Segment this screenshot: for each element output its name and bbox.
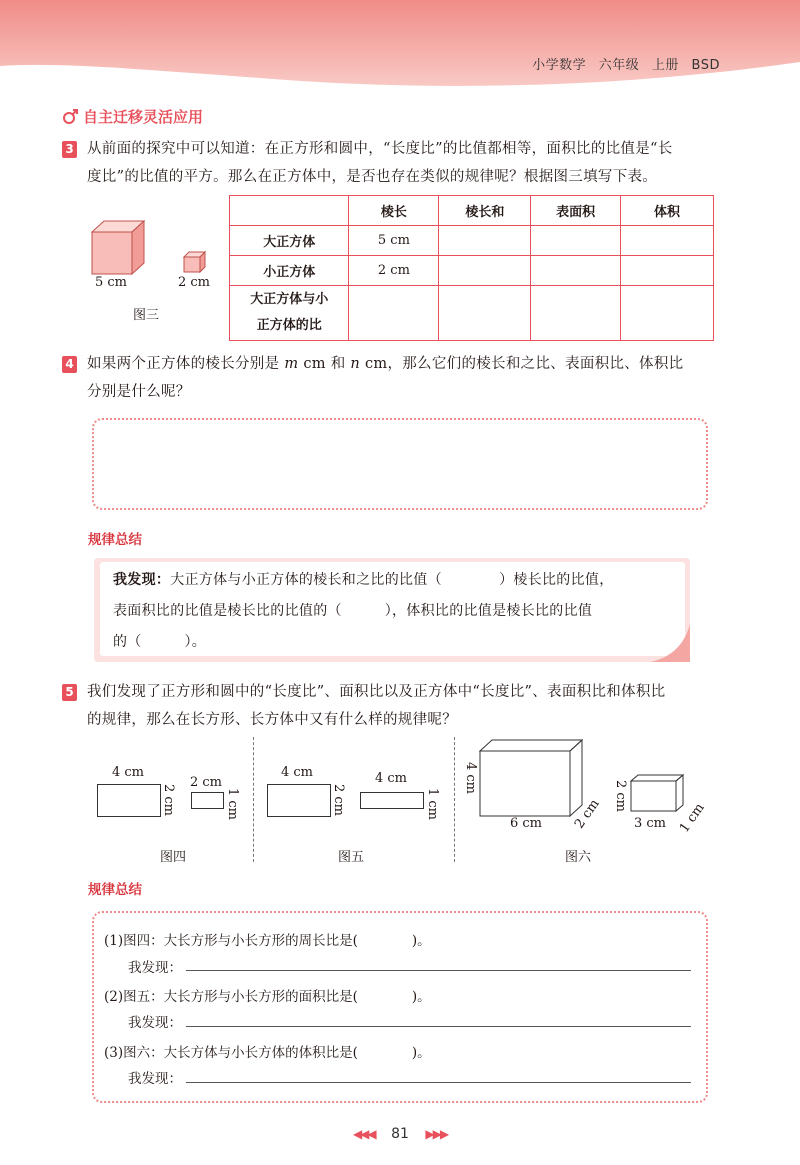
finding-line3: 的（ ）。 <box>113 634 207 650</box>
small-cube-edge-cell: 2 cm <box>349 256 439 286</box>
summary2-item1: (1)图四：大长方形与小长方形的周长比是( )。 <box>104 933 431 949</box>
finding-line2: 表面积比的比值是棱长比的比值的（ ），体积比的比值是棱长比的比值 <box>113 603 593 619</box>
fig5-small-width: 4 cm <box>375 771 408 786</box>
summary2-finding-label-3: 我发现： <box>128 1071 182 1087</box>
fig6-big-cuboid <box>478 738 588 818</box>
fig4-small-width: 2 cm <box>190 775 223 790</box>
answer-cell[interactable] <box>439 286 531 341</box>
book-info <box>532 54 720 73</box>
finding-line1-text: 大正方体与小正方体的棱长和之比的比值（ ）棱长比的比值， <box>170 572 614 588</box>
summary-title-1: 规律总结 <box>88 532 142 548</box>
section-title: 自主迁移灵活应用 <box>83 108 204 126</box>
fig6-small-depth: 1 cm <box>677 800 708 836</box>
question-number-3: 3 <box>62 141 77 158</box>
answer-cell[interactable] <box>531 226 621 256</box>
page-footer <box>320 1126 480 1142</box>
figure-6-caption: 图六 <box>565 850 592 865</box>
header-band <box>0 0 800 90</box>
fig6-big-length: 6 cm <box>510 816 543 831</box>
answer-cell[interactable] <box>621 226 714 256</box>
summary2-finding-label-1: 我发现： <box>128 960 182 976</box>
figure-divider <box>253 737 254 862</box>
fig4-big-width: 4 cm <box>112 765 145 780</box>
question-number-4: 4 <box>62 356 77 373</box>
answer-cell[interactable] <box>621 286 714 341</box>
page-number: 81 <box>391 1126 409 1142</box>
fig5-big-height: 2 cm <box>331 784 346 817</box>
finding-lead: 我发现： <box>113 572 171 588</box>
question-number-5: 5 <box>62 684 77 701</box>
row-label-small-cube: 小正方体 <box>230 256 349 286</box>
fig5-big-rect <box>267 784 331 817</box>
summary-title-2: 规律总结 <box>88 882 142 898</box>
q4-var-m: m <box>284 356 299 372</box>
figure-divider <box>454 737 455 862</box>
next-arrows-icon: ▶▶▶ <box>425 1127 448 1141</box>
figure-4-caption: 图四 <box>160 850 187 865</box>
q5-text <box>87 678 727 734</box>
q4-line1-b: cm，那么它们的棱长和之比、表面积比、体积比 <box>364 356 684 372</box>
fig6-big-height: 4 cm <box>463 762 478 795</box>
q5-line2: 的规律，那么在长方形、长方体中又有什么样的规律呢？ <box>87 712 457 728</box>
q4-cm1: cm 和 <box>303 356 346 372</box>
figure-3-caption: 图三 <box>133 308 160 323</box>
book-grade: 六年级 <box>598 58 640 73</box>
summary2-item3: (3)图六：大长方体与小长方体的体积比是( )。 <box>104 1045 431 1061</box>
fig5-small-height: 1 cm <box>425 788 440 821</box>
answer-line-3[interactable] <box>186 1082 691 1083</box>
row-label-big-cube: 大正方体 <box>230 226 349 256</box>
book-edition: BSD <box>691 58 720 73</box>
cube-figure-small <box>182 250 208 274</box>
fig6-small-length: 3 cm <box>634 816 667 831</box>
fig4-big-rect <box>97 784 161 817</box>
q4-line1 <box>87 350 727 378</box>
answer-cell[interactable] <box>349 286 439 341</box>
book-series: 小学数学 <box>532 58 587 73</box>
summary2-finding-label-2: 我发现： <box>128 1015 182 1031</box>
fig4-small-rect <box>191 792 224 809</box>
answer-cell[interactable] <box>439 226 531 256</box>
fig5-small-rect <box>360 792 424 809</box>
summary2-item2: (2)图五：大长方形与小长方形的面积比是( )。 <box>104 989 431 1005</box>
big-cube-edge-cell: 5 cm <box>349 226 439 256</box>
table-header-surface: 表面积 <box>531 196 621 226</box>
answer-cell[interactable] <box>531 256 621 286</box>
finding-line1 <box>113 565 683 596</box>
fig5-big-width: 4 cm <box>281 765 314 780</box>
q5-line1: 我们发现了正方形和圆中的“长度比”、面积比以及正方体中“长度比”、表面积比和体积比 <box>87 684 666 700</box>
table-header-empty <box>230 196 349 226</box>
section-icon <box>62 107 80 125</box>
fig6-small-height: 2 cm <box>613 780 628 813</box>
answer-cell[interactable] <box>531 286 621 341</box>
cube-figure-big <box>88 218 150 276</box>
table-row <box>230 286 714 341</box>
table-header-volume: 体积 <box>621 196 714 226</box>
figure-5-caption: 图五 <box>338 850 365 865</box>
table-header-row <box>230 196 714 226</box>
table-row <box>230 226 714 256</box>
book-volume: 上册 <box>651 58 679 73</box>
row-label-ratio <box>230 286 349 341</box>
fig4-small-height: 1 cm <box>225 788 240 821</box>
q4-line1-a: 如果两个正方体的棱长分别是 <box>87 356 280 372</box>
q4-line2: 分别是什么呢？ <box>87 384 191 400</box>
small-cube-edge-label: 2 cm <box>178 275 211 290</box>
table-row <box>230 256 714 286</box>
fig4-big-height: 2 cm <box>161 784 176 817</box>
row-label-ratio-b: 正方体的比 <box>256 318 322 333</box>
table-header-edge-sum: 棱长和 <box>439 196 531 226</box>
row-label-ratio-a: 大正方体与小 <box>250 292 329 307</box>
fig6-big-depth: 2 cm <box>572 796 603 832</box>
q3-text <box>87 135 727 191</box>
answer-cell[interactable] <box>621 256 714 286</box>
q4-answer-area[interactable] <box>92 418 708 510</box>
answer-line-2[interactable] <box>186 1026 691 1027</box>
finding-text <box>113 565 683 658</box>
q3-line1: 从前面的探究中可以知道：在正方形和圆中，“长度比”的比值都相等，面积比的比值是“长 <box>87 141 673 157</box>
table-header-edge: 棱长 <box>349 196 439 226</box>
q3-line2: 度比”的比值的平方。那么在正方体中，是否也存在类似的规律呢？根据图三填写下表。 <box>87 169 658 185</box>
q4-var-n: n <box>350 356 361 372</box>
prev-arrows-icon: ◀◀◀ <box>352 1127 375 1141</box>
q4-text <box>87 350 727 406</box>
cube-ratio-table <box>229 195 714 341</box>
answer-line-1[interactable] <box>186 970 691 971</box>
fig6-small-cuboid <box>629 773 685 813</box>
answer-cell[interactable] <box>439 256 531 286</box>
big-cube-edge-label: 5 cm <box>95 275 128 290</box>
